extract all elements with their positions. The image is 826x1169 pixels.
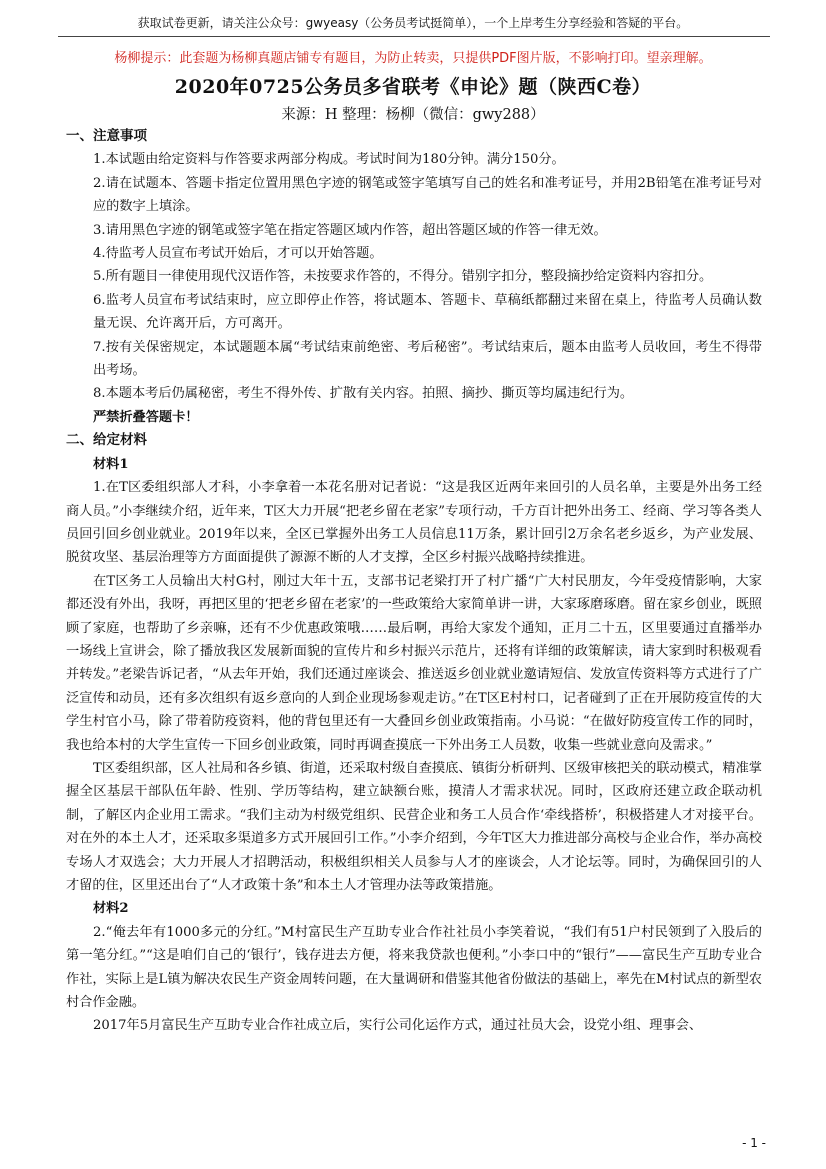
notice-rule: 7.按有关保密规定，本试题题本属“考试结束前绝密、考后秘密”。考试结束后，题本由监考人员收回，考生不得带出考场。 bbox=[93, 339, 762, 379]
material-paragraph: 1.在T区委组织部人才科，小李拿着一本花名册对记者说：“这是我区近两年来回引的人员名单，主要是外出务工经商人员。”小李继续介绍，近年来，T区大力开展“把老乡留在老家”专项行动，千方百计把外出务工、经商、学习等各类人员回引回乡创业就业。2019年以来，全区已掌握外出务工人员信息11万条，累计回引2万余名老乡返乡，为产业发展、脱贫攻坚、基层治理等方方面面提供了源源不断的人才支撑，全区乡村振兴战略持续推进。 bbox=[66, 480, 762, 566]
notice-rule: 5.所有题目一律使用现代汉语作答，未按要求作答的，不得分。错别字扣分，整段摘抄给定资料内容扣分。 bbox=[93, 269, 713, 285]
material-1-label: 材料1 bbox=[93, 456, 129, 472]
material-paragraph: T区委组织部，区人社局和各乡镇、街道，还采取村级自查摸底、镇街分析研判、区级审核把关的联动模式，精准掌握全区基层干部队伍年龄、性别、学历等结构，建立缺额台账，摸清人才需求状况。同时，区政府还建立政企联动机制，了解区内企业用工需求。“我们主动为村级党组织、民营企业和务工人员合作‘牵线搭桥’，积极搭建人才对接平台。对在外的本土人才，还采取多渠道多方式开展回引工作。”小李介绍到，今年T区大力推进部分高校与企业合作，举办高校专场人才双选会；大力开展人才招聘活动，积极组织相关人员参与人才的座谈会，人才论坛等。同时，为确保回引的人才留的住，区里还出台了“人才政策十条”和本土人才管理办法等政策措施。 bbox=[66, 760, 762, 893]
notice-rule: 8.本题本考后仍属秘密，考生不得外传、扩散有关内容。拍照、摘抄、撕页等均属违纪行为。 bbox=[93, 386, 634, 402]
page-number: - 1 - bbox=[742, 1136, 766, 1150]
notice-rule: 3.请用黑色字迹的钢笔或签字笔在指定答题区域内作答，超出答题区域的作答一律无效。 bbox=[93, 222, 607, 238]
notice-rule: 1.本试题由给定资料与作答要求两部分构成。考试时间为180分钟。满分150分。 bbox=[93, 152, 565, 168]
notice-rule: 4.待监考人员宣布考试开始后，才可以开始答题。 bbox=[93, 246, 383, 262]
notice-rule: 2.请在试题本、答题卡指定位置用黑色字迹的钢笔或签字笔填写自己的姓名和准考证号，并用2B铅笔在准考证号对应的数字上填涂。 bbox=[93, 175, 762, 215]
materials-heading: 二、给定材料 bbox=[66, 432, 147, 449]
material-paragraph: 2017年5月富民生产互助专业合作社成立后，实行公司化运作方式，通过社员大会，设党小组、理事会、 bbox=[93, 1018, 703, 1034]
material-paragraph: 2.“俺去年有1000多元的分红。”M村富民生产互助专业合作社社员小李笑着说，“我们有51户村民领到了入股后的第一笔分红。”“这是咱们自己的‘银行’，钱存进去方便，将来我贷款也便利。”小李口中的“银行”——富民生产互助专业合作社，实际上是L镇为解决农民生产资金周转问题，在大量调研和借鉴其他省份做法的基础上，率先在M村试点的新型农村合作金融。 bbox=[66, 924, 762, 1011]
material-paragraph: 在T区务工人员输出大村G村，刚过大年十五，支部书记老梁打开了村广播“广大村民朋友，今年受疫情影响，大家都还没有外出，我呀，再把区里的‘把老乡留在老家’的一些政策给大家简单讲一讲，大家琢磨琢磨。留在家乡创业，既照顾了家庭，也帮助了乡亲嘛，还有不少优惠政策哦……最后啊，再给大家发个通知，正月二十五，区里要通过直播举办一场线上宣讲会，除了播放我区发展新面貌的宣传片和乡村振兴示范片，还将有详细的政策解读，请大家到时积极观看并转发。”老梁告诉记者，“从去年开始，我们还通过座谈会、推送返乡创业就业邀请短信、发放宣传资料等方式进行了广泛宣传和动员，还有多次组织有返乡意向的人到企业现场参观走访。”在T区E村村口，记者碰到了正在开展防疫宣传的大学生村官小马，除了带着防疫资料，他的背包里还有一大叠回乡创业政策指南。小马说：“在做好防疫宣传工作的同时，我也给本村的大学生宣传一下回乡创业政策，同时再调查摸底一下外出务工人员数，收集一些就业意向及需求。” bbox=[66, 573, 762, 753]
material-2-label: 材料2 bbox=[93, 901, 129, 917]
copyright-tip: 杨柳提示：此套题为杨柳真题店铺专有题目，为防止转卖，只提供PDF图片版，不影响打印。望亲理解。 bbox=[114, 51, 712, 66]
page-title: 2020年0725公务员多省联考《申论》题（陕西C卷） bbox=[174, 76, 652, 98]
notice-heading: 一、注意事项 bbox=[66, 128, 147, 144]
document-body bbox=[66, 125, 762, 1038]
warning-text: 严禁折叠答题卡！ bbox=[93, 409, 199, 425]
notice-rule: 6.监考人员宣布考试结束时，应立即停止作答，将试题本、答题卡、草稿纸都翻过来留在桌上，待监考人员确认数量无误、允许离开后，方可离开。 bbox=[93, 292, 762, 332]
header-divider bbox=[58, 36, 770, 37]
promo-banner: 获取试卷更新，请关注公众号：gwyeasy（公务员考试挺简单），一个上岸考生分享经验和答疑的平台。 bbox=[137, 16, 689, 30]
source-line: 来源：H 整理：杨柳（微信：gwy288） bbox=[281, 107, 545, 123]
